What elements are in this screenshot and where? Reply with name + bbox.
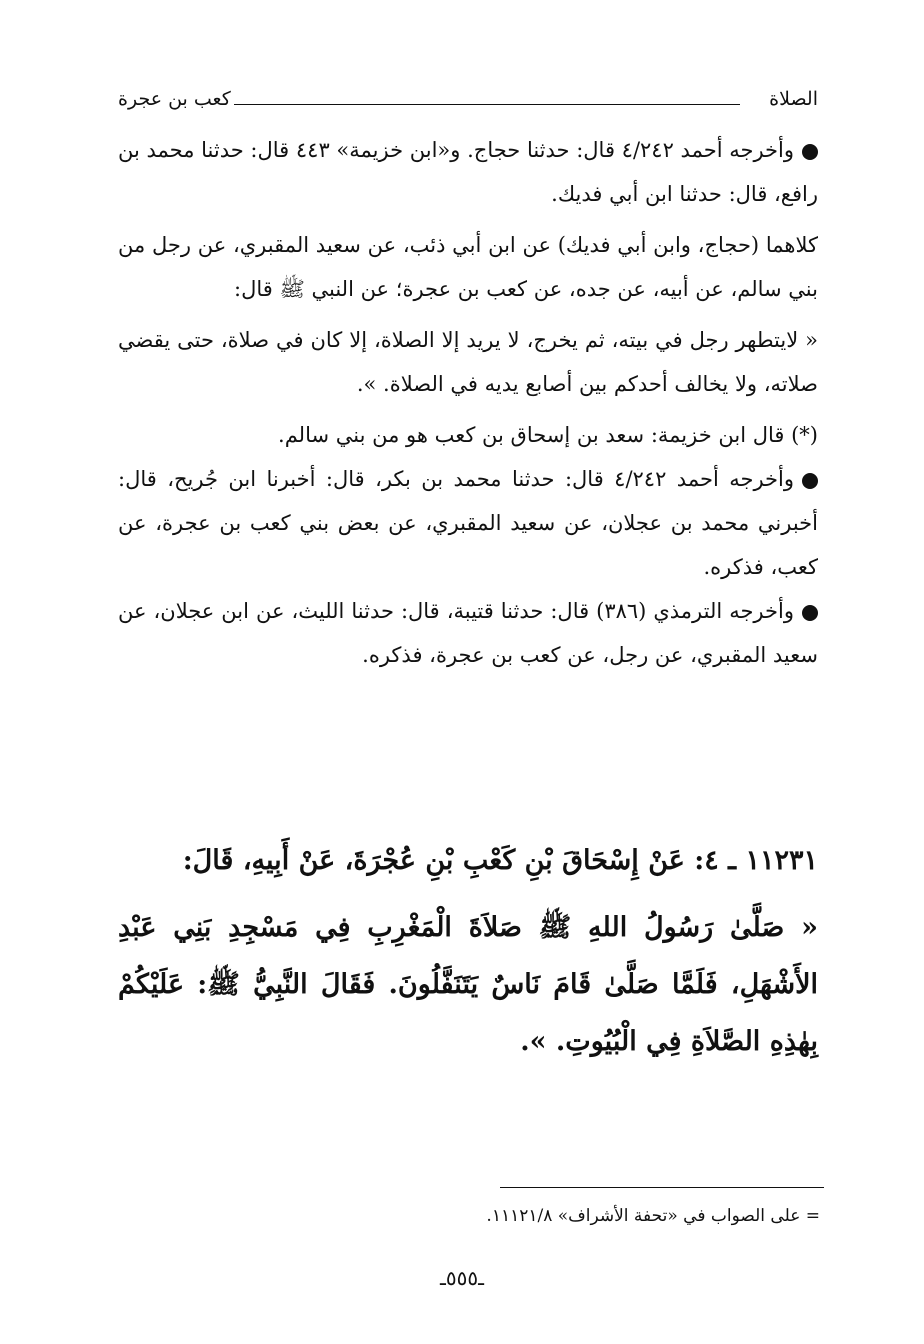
page-number: ـ٥٥٥ـ bbox=[440, 1266, 484, 1290]
hadith-text: « صَلَّىٰ رَسُولُ اللهِ ﷺ صَلاَةَ الْمَغْرِبِ فِي مَسْجِدِ بَنِي عَبْدِ الأَشْهَلِ، فَلَمَّا صَلَّىٰ قَامَ نَاسٌ يَتَنَفَّلُونَ. فَقَالَ النَّبِيُّ ﷺ: عَلَيْكُمْ بِهٰذِهِ الصَّلاَةِ فِي الْبُيُوتِ. ». bbox=[118, 912, 818, 1057]
header-rule bbox=[234, 104, 740, 105]
paragraph-1: وأخرجه أحمد ٤/٢٤٢ قال: حدثنا حجاج. و«ابن خزيمة» ٤٤٣ قال: حدثنا محمد بن رافع، قال: حدثنا ابن أبي فديك. bbox=[118, 138, 818, 206]
hadith-heading: ١١٢٣١ ـ ٤: عَنْ إِسْحَاقَ بْنِ كَعْبِ بْنِ عُجْرَةَ، عَنْ أَبِيهِ، قَالَ: bbox=[182, 845, 818, 876]
running-header bbox=[118, 86, 818, 116]
hadith-section bbox=[118, 832, 818, 1070]
paragraph-3: « لايتطهر رجل في بيته، ثم يخرج، لا يريد إلا الصلاة، إلا كان في صلاة، حتى يقضي صلاته، ولا يخالف أحدكم بين أصابع يديه في الصلاة. ». bbox=[118, 328, 818, 396]
footnote: = على الصواب في «تحفة الأشراف» ١١١٢١/٨. bbox=[486, 1206, 820, 1226]
paragraph-4: (*) قال ابن خزيمة: سعد بن إسحاق بن كعب هو من بني سالم. bbox=[278, 423, 818, 447]
bullet-icon bbox=[802, 605, 818, 621]
bullet-icon bbox=[802, 144, 818, 160]
paragraph-6: وأخرجه الترمذي (٣٨٦) قال: حدثنا قتيبة، قال: حدثنا الليث، عن ابن عجلان، عن سعيد المقبري، عن رجل، عن كعب بن عجرة، فذكره. bbox=[118, 599, 818, 667]
paragraph-5: وأخرجه أحمد ٤/٢٤٢ قال: حدثنا محمد بن بكر، قال: أخبرنا ابن جُريح، قال: أخبرني محمد بن عجلان، عن سعيد المقبري، عن بعض بني كعب بن عجرة، عن كعب، فذكره. bbox=[118, 467, 818, 579]
footnote-rule bbox=[500, 1187, 824, 1188]
header-section-title: الصلاة bbox=[769, 88, 818, 110]
commentary-section bbox=[118, 128, 818, 677]
paragraph-2: كلاهما (حجاج، وابن أبي فديك) عن ابن أبي ذئب، عن سعيد المقبري، عن رجل من بني سالم، عن أبيه، عن جده، عن كعب بن عجرة؛ عن النبي ﷺ قال: bbox=[118, 233, 818, 301]
header-chapter-title: كعب بن عجرة bbox=[118, 88, 231, 110]
bullet-icon bbox=[802, 473, 818, 489]
